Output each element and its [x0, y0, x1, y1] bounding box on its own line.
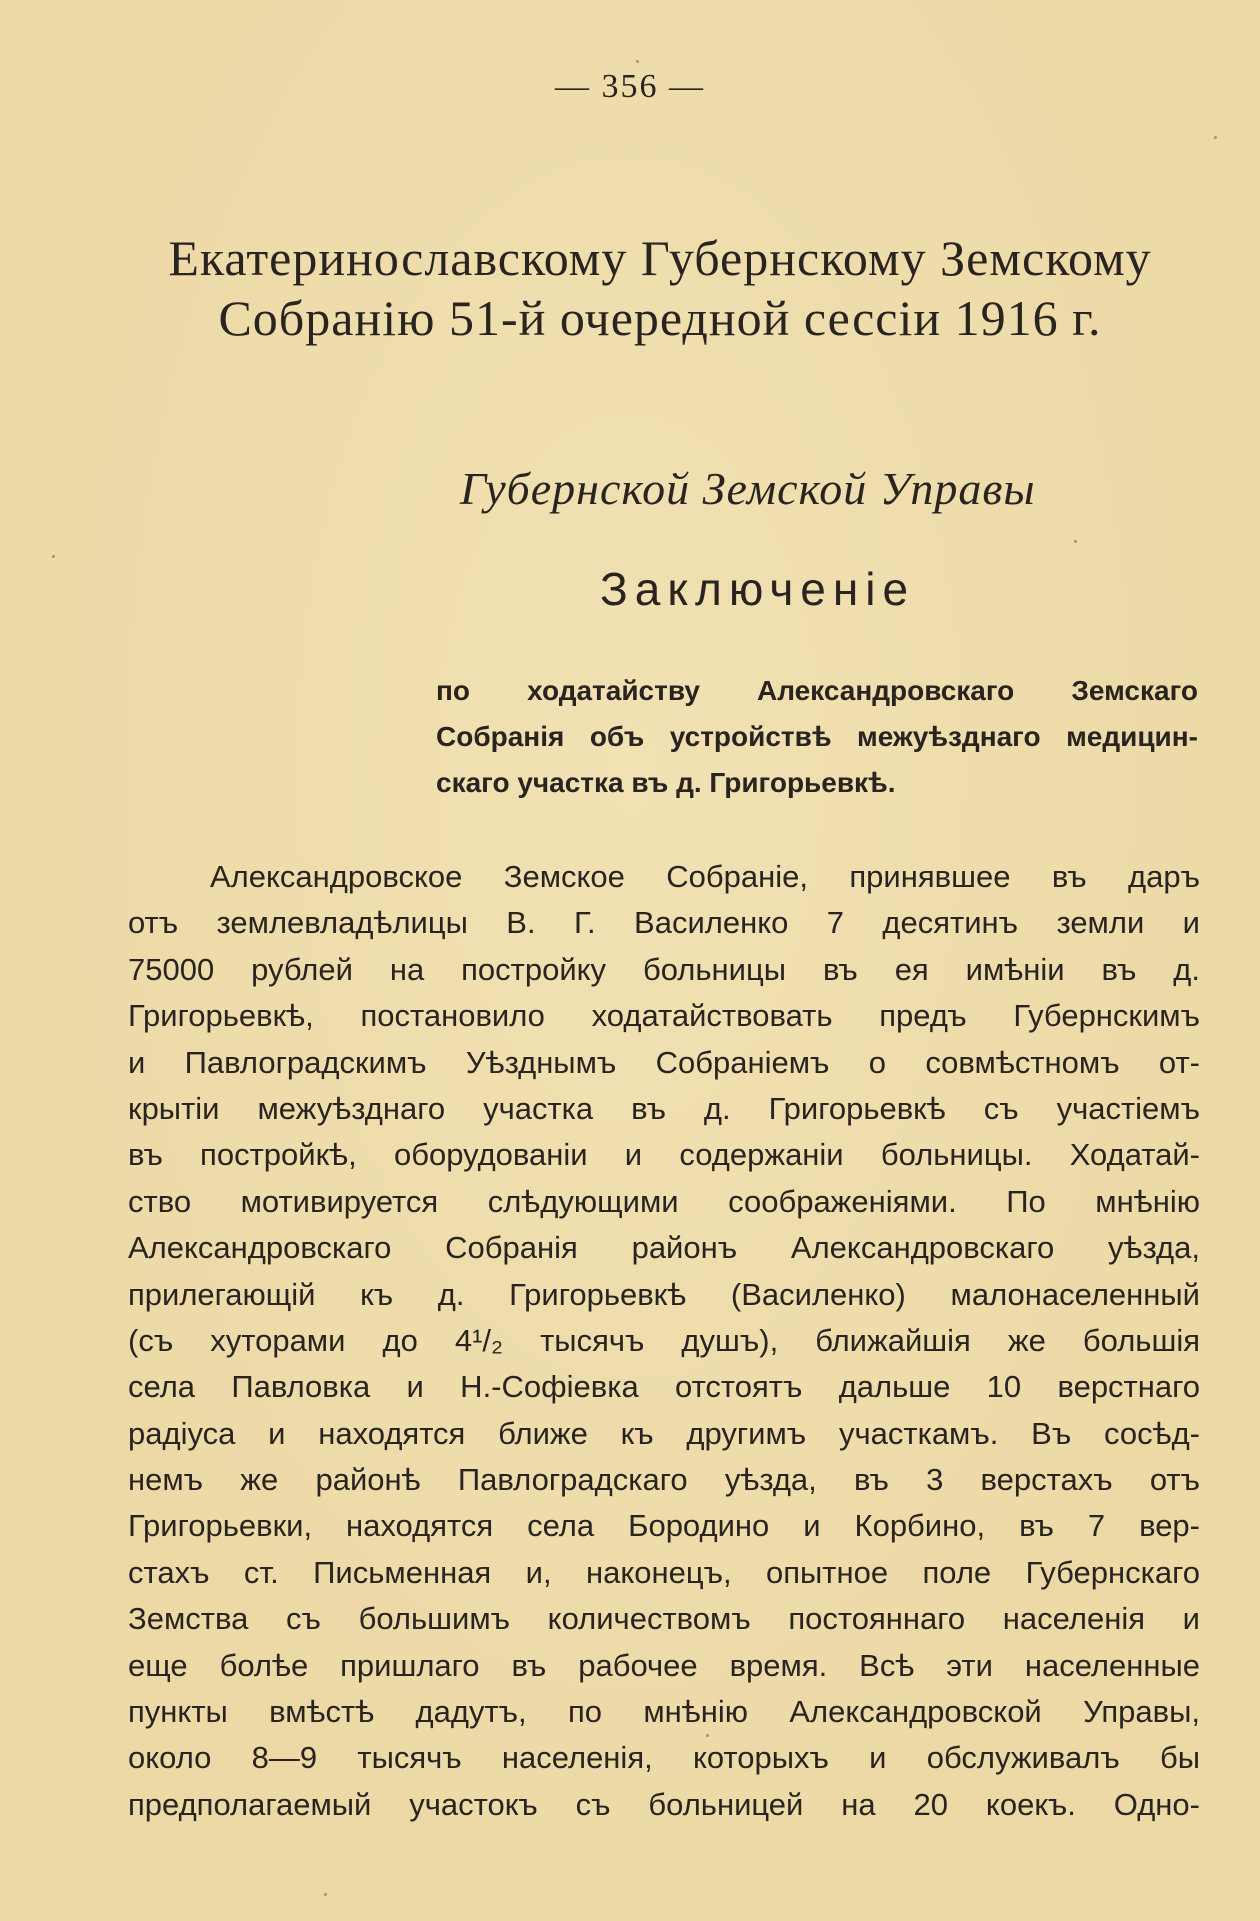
body-line: Земства съ большимъ количествомъ постояннаго населенія и	[128, 1601, 1200, 1637]
body-line: ство мотивируется слѣдующими соображеніями. По мнѣнію	[128, 1183, 1200, 1219]
body-line: отъ землевладѣлицы В. Г. Василенко 7 десятинъ земли и	[128, 905, 1200, 941]
paper-speck	[52, 555, 55, 558]
body-line: Александровское Земское Собраніе, принявшее въ даръ	[210, 859, 1200, 894]
paper-speck	[1074, 540, 1077, 543]
body-line: еще болѣе пришлаго въ рабочее время. Всѣ эти населенные	[128, 1647, 1200, 1683]
body-line: 75000 рублей на постройку больницы въ ея имѣніи въ д.	[128, 951, 1200, 987]
body-line: Александровскаго Собранія районъ Александровскаго уѣзда,	[128, 1230, 1200, 1266]
page-number: — 356 —	[555, 68, 705, 105]
body-line: (съ хуторами до 4¹/₂ тысячъ душъ), ближайшія же большія	[128, 1322, 1200, 1358]
body-line: предполагаемый участокъ съ больницей на 20 коекъ. Одно-	[128, 1786, 1200, 1822]
body-paragraph	[128, 854, 1200, 1828]
body-line: пункты вмѣстѣ дадутъ, по мнѣнію Александровской Управы,	[128, 1694, 1200, 1730]
conclusion-title: Заключеніе	[600, 563, 916, 615]
paper-speck	[636, 60, 639, 63]
uprava-title: Губернской Земской Управы	[460, 463, 1036, 514]
paper-speck	[1214, 136, 1217, 139]
body-line: села Павловка и Н.-Софіевка отстоятъ дальше 10 верстнаго	[128, 1369, 1200, 1405]
body-line: около 8—9 тысячъ населенія, которыхъ и обслуживалъ бы	[128, 1740, 1200, 1776]
body-line: стахъ ст. Письменная и, наконецъ, опытное поле Губернскаго	[128, 1554, 1200, 1590]
subtitle-line: скаго участка въ д. Григорьевкѣ.	[436, 767, 896, 798]
body-line: Григорьевки, находятся села Бородино и Корбино, въ 7 вер-	[128, 1508, 1200, 1544]
body-line: немъ же районѣ Павлоградскаго уѣзда, въ 3 верстахъ отъ	[128, 1462, 1200, 1498]
body-line: крытіи межуѣзднаго участка въ д. Григорьевкѣ съ участіемъ	[128, 1090, 1200, 1126]
body-line: радіуса и находятся ближе къ другимъ участкамъ. Въ сосѣд-	[128, 1415, 1200, 1451]
subtitle-line: по ходатайству Александровскаго Земскаго	[436, 675, 1198, 706]
body-line: Григорьевкѣ, постановило ходатайствовать предъ Губернскимъ	[128, 998, 1200, 1034]
body-line: прилегающій къ д. Григорьевкѣ (Василенко) малонаселенный	[128, 1276, 1200, 1312]
paper-speck	[324, 1893, 327, 1896]
heading-line-2: Собранію 51-й очередной сессіи 1916 г.	[218, 290, 1102, 346]
subtitle-line: Собранія объ устройствѣ межуѣзднаго медицин-	[436, 721, 1198, 752]
heading-line-1: Екатеринославскому Губернскому Земскому	[168, 230, 1152, 286]
paper-speck	[706, 1734, 709, 1737]
body-line: и Павлоградскимъ Уѣзднымъ Собраніемъ о совмѣстномъ от-	[128, 1044, 1200, 1080]
body-line: въ постройкѣ, оборудованіи и содержаніи больницы. Ходатай-	[128, 1137, 1200, 1173]
subtitle-block	[436, 668, 1198, 806]
